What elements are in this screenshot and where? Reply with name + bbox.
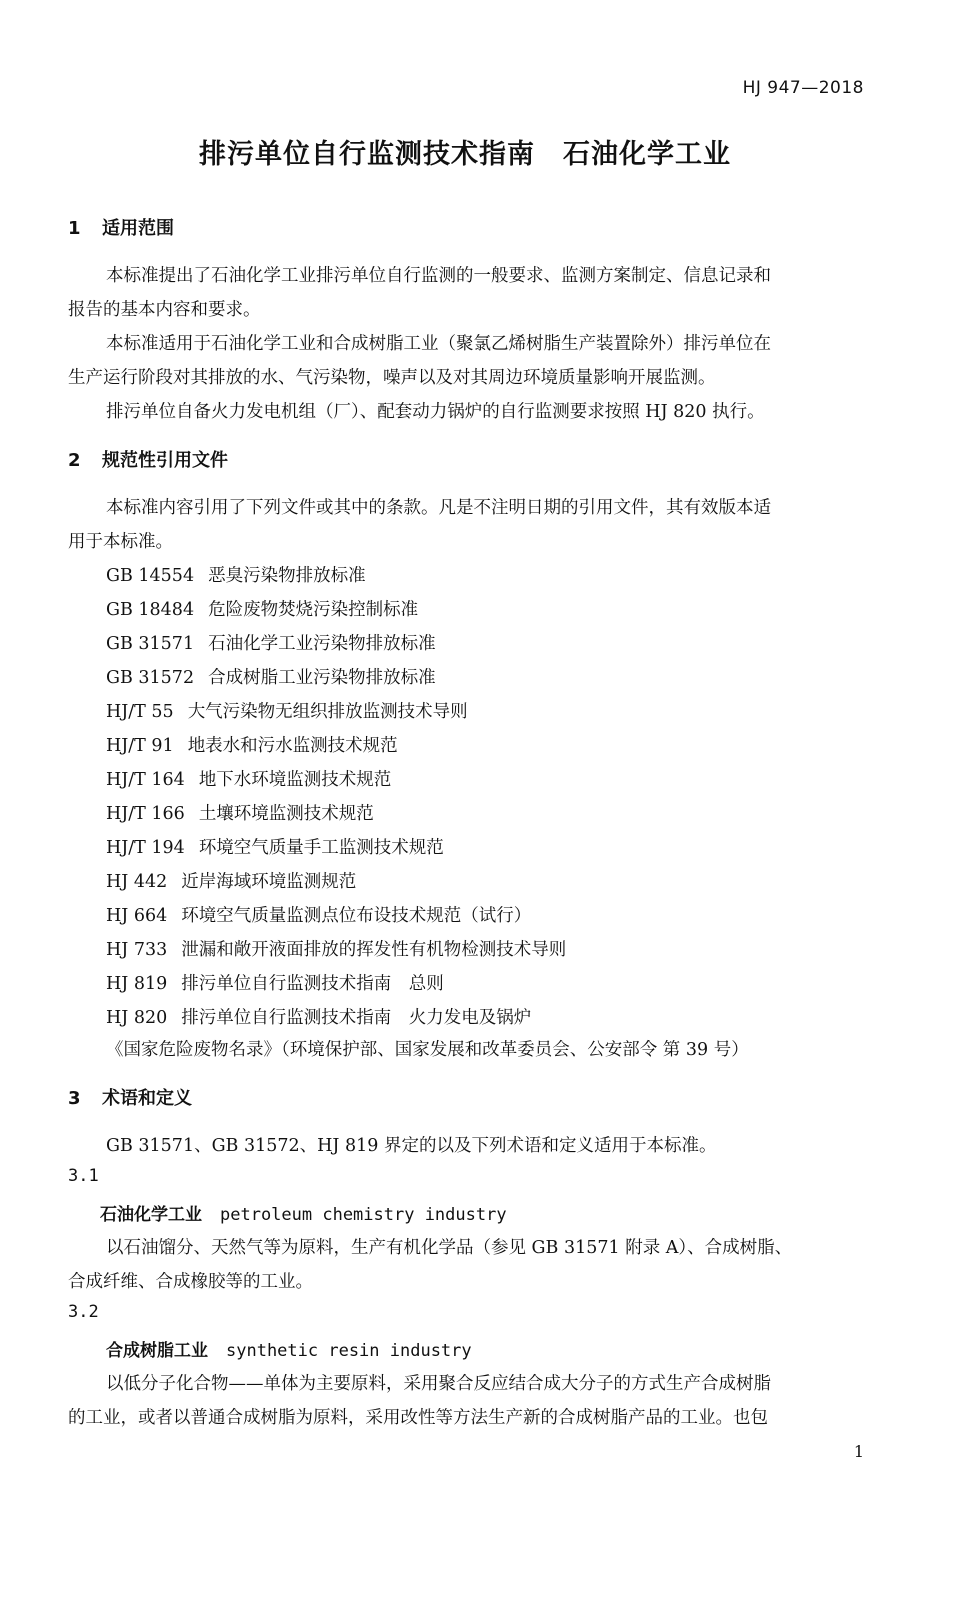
section-number: 1 bbox=[68, 218, 81, 239]
paragraph-line: GB 31571、GB 31572、HJ 819 界定的以及下列术语和定义适用于本标准。 bbox=[106, 1136, 717, 1156]
term-heading bbox=[106, 1336, 472, 1361]
standard-number: HJ 947—2018 bbox=[742, 78, 864, 98]
reference-name: 恶臭污染物排放标准 bbox=[208, 566, 366, 586]
reference-item bbox=[106, 596, 418, 621]
reference-item bbox=[106, 936, 566, 961]
page-number: 1 bbox=[853, 1442, 864, 1461]
section-title: 术语和定义 bbox=[102, 1088, 192, 1109]
reference-name: 泄漏和敞开液面排放的挥发性有机物检测技术导则 bbox=[181, 940, 567, 960]
reference-code: GB 31572 bbox=[106, 668, 195, 688]
reference-code: GB 31571 bbox=[106, 634, 195, 654]
reference-name: 近岸海域环境监测规范 bbox=[181, 872, 357, 892]
reference-name: 环境空气质量监测点位布设技术规范（试行） bbox=[181, 906, 532, 926]
paragraph-line: 的工业，或者以普通合成树脂为原料，采用改性等方法生产新的合成树脂产品的工业。也包 bbox=[68, 1408, 768, 1428]
reference-code: HJ/T 194 bbox=[106, 838, 185, 858]
reference-item bbox=[106, 562, 366, 587]
paragraph-line: 生产运行阶段对其排放的水、气污染物，噪声以及对其周边环境质量影响开展监测。 bbox=[68, 368, 716, 388]
term-english: petroleum chemistry industry bbox=[220, 1205, 507, 1225]
reference-item bbox=[106, 970, 444, 995]
reference-item bbox=[106, 766, 391, 791]
reference-code: HJ 819 bbox=[106, 974, 168, 994]
term-heading bbox=[100, 1200, 507, 1225]
reference-code: HJ 733 bbox=[106, 940, 168, 960]
reference-item bbox=[106, 630, 436, 655]
reference-code: HJ 664 bbox=[106, 906, 168, 926]
reference-name: 排污单位自行监测技术指南 总则 bbox=[181, 974, 444, 994]
paragraph-line: 本标准适用于石油化学工业和合成树脂工业（聚氯乙烯树脂生产装置除外）排污单位在 bbox=[106, 334, 771, 354]
reference-code: GB 18484 bbox=[106, 600, 195, 620]
reference-item bbox=[106, 868, 356, 893]
subsection-number: 3.1 bbox=[68, 1166, 99, 1186]
reference-code: HJ/T 164 bbox=[106, 770, 185, 790]
reference-item-directory: 《国家危险废物名录》（环境保护部、国家发展和改革委员会、公安部令 第 39 号） bbox=[106, 1040, 749, 1060]
section-number: 2 bbox=[68, 450, 81, 471]
reference-code: HJ/T 55 bbox=[106, 702, 174, 722]
reference-code: HJ 442 bbox=[106, 872, 168, 892]
reference-name: 环境空气质量手工监测技术规范 bbox=[198, 838, 444, 858]
section-3-heading bbox=[68, 1084, 192, 1110]
section-title: 规范性引用文件 bbox=[102, 450, 228, 471]
subsection-number: 3.2 bbox=[68, 1302, 99, 1322]
paragraph-line: 合成纤维、合成橡胶等的工业。 bbox=[68, 1272, 313, 1292]
term-english: synthetic resin industry bbox=[226, 1341, 472, 1361]
reference-name: 地下水环境监测技术规范 bbox=[198, 770, 392, 790]
reference-code: HJ 820 bbox=[106, 1008, 168, 1028]
paragraph-line: 以石油馏分、天然气等为原料，生产有机化学品（参见 GB 31571 附录 A）、合成树脂、 bbox=[106, 1238, 793, 1258]
paragraph-line: 排污单位自备火力发电机组（厂）、配套动力锅炉的自行监测要求按照 HJ 820 执行。 bbox=[106, 402, 765, 422]
paragraph-line: 用于本标准。 bbox=[68, 532, 173, 552]
term-chinese: 石油化学工业 bbox=[100, 1205, 202, 1225]
reference-item bbox=[106, 664, 436, 689]
paragraph-line: 报告的基本内容和要求。 bbox=[68, 300, 261, 320]
reference-item bbox=[106, 732, 398, 757]
section-title: 适用范围 bbox=[102, 218, 174, 239]
reference-item bbox=[106, 800, 374, 825]
section-2-heading bbox=[68, 446, 228, 472]
reference-name: 危险废物焚烧污染控制标准 bbox=[208, 600, 419, 620]
reference-item bbox=[106, 698, 468, 723]
section-number: 3 bbox=[68, 1088, 81, 1109]
reference-item bbox=[106, 902, 531, 927]
reference-item bbox=[106, 834, 444, 859]
paragraph-line: 本标准提出了石油化学工业排污单位自行监测的一般要求、监测方案制定、信息记录和 bbox=[106, 266, 771, 286]
reference-code: HJ/T 166 bbox=[106, 804, 185, 824]
reference-code: HJ/T 91 bbox=[106, 736, 174, 756]
reference-name: 地表水和污水监测技术规范 bbox=[187, 736, 398, 756]
term-chinese: 合成树脂工业 bbox=[106, 1341, 208, 1361]
section-1-heading bbox=[68, 214, 174, 240]
reference-name: 石油化学工业污染物排放标准 bbox=[208, 634, 436, 654]
reference-item bbox=[106, 1004, 531, 1029]
reference-name: 大气污染物无组织排放监测技术导则 bbox=[187, 702, 468, 722]
paragraph-line: 本标准内容引用了下列文件或其中的条款。凡是不注明日期的引用文件，其有效版本适 bbox=[106, 498, 771, 518]
paragraph-line: 以低分子化合物——单体为主要原料，采用聚合反应结合成大分子的方式生产合成树脂 bbox=[106, 1374, 771, 1394]
reference-name: 合成树脂工业污染物排放标准 bbox=[208, 668, 436, 688]
reference-name: 土壤环境监测技术规范 bbox=[198, 804, 374, 824]
reference-name: 排污单位自行监测技术指南 火力发电及锅炉 bbox=[181, 1008, 532, 1028]
document-title: 排污单位自行监测技术指南 石油化学工业 bbox=[199, 139, 731, 170]
reference-code: GB 14554 bbox=[106, 566, 195, 586]
